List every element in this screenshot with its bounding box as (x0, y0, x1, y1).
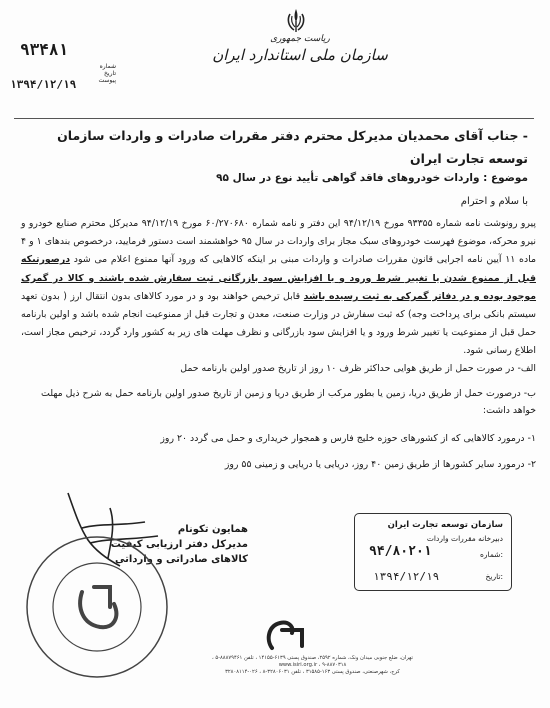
official-seal-icon (22, 532, 172, 682)
paragraph-bold-text: درصورتیکه قبل از ممنوع شدن یا تغییر شرط ورود و یا افزایش سود بازرگانی ثبت سفارش شده باشند و کالا در گمرک موجود بوده و در دفاتر گمرکی به ثبت رسیده باشد (21, 254, 537, 302)
recipient-line: - جناب آقای محمدیان مدیرکل محترم دفتر مقررات صادرات و واردات سازمان توسعه تجارت ایران (57, 128, 528, 166)
stamp-line-2: دبیرخانه مقررات واردات (426, 534, 503, 543)
reference-date: ۱۳۹۴/۱۲/۱۹ (10, 78, 77, 91)
stamp-line-1: سازمان توسعه تجارت ایران (387, 520, 503, 530)
label-attachment: پیوست (98, 77, 116, 84)
item-1: ۱- درمورد کالاهایی که از کشورهای حوزه خلیج فارس و همجوار خریداری و حمل می گردد ۲۰ روز (160, 433, 536, 444)
main-paragraph (21, 215, 536, 361)
reference-number: ۹۳۴۸۱ (20, 40, 69, 59)
header-top-line: ریاست جمهوری (270, 34, 330, 44)
paragraph-end-text: قابل ترخیص خواهند بود و در مورد کالاهای بدون انتقال ارز ( بدون تعهد سیستم بانکی برای پرداخت وجه) که ثبت سفارش در وزارت صنعت، معدن و تجارت قبل از ممنوعیت انجام شده باشد و اولین بارنامه حمل قبل از ممنوعیت یا تغییر شرط ورود و یا افزایش سود بازرگانی و نظرف مهلت های زیر به کشور وارد گردد، ترخیص مجاز است، اطلاع رسانی شود. (21, 290, 536, 357)
subject-line: موضوع : واردات خودروهای فاقد گواهی تأیید نوع در سال ۹۵ (216, 172, 528, 184)
signatory-title-1: مدیرکل دفتر ارزیابی کیفیت (110, 539, 248, 550)
header-divider (14, 118, 534, 119)
signatory-name: همایون تکونام (177, 524, 248, 535)
item-b: ب- درصورت حمل از طریق دریا، زمین یا بطور مرکب از طریق دریا و زمین از تاریخ صدور اولین بارنامه حمل به شرح ذیل مهلت خواهد داشت: (41, 388, 536, 416)
stamp-number-value: ۹۴/۸۰۲۰۱ (369, 544, 432, 559)
stamp-number-label: شماره: (480, 550, 503, 559)
greeting: با سلام و احترام (460, 196, 528, 207)
iran-emblem-icon (285, 8, 307, 34)
signatory-title-2: کالاهای صادراتی و وارداتی (115, 554, 248, 565)
label-number: شماره (99, 63, 116, 70)
footer-address (205, 655, 420, 676)
paragraph-text: پیرو رونوشت نامه شماره ۹۳۳۵۵ مورخ ۹۴/۱۲/۱۹ این دفتر و نامه شماره ۶۰/۲۷۰۶۸۰ مورخ ۹۴/۱۲/۱۹ مدیرکل محترم صنایع خودرو و نیرو محرکه، موضوع فهرست خودروهای سبک مجاز برای واردات در سال ۹۵ خواهشمند است دستور فرمایید، درخصوص بندهای ۱ و ۴ ماده ۱۱ آیین نامه اجرایی قانون مقررات صادرات و واردات مبنی بر اینکه کالاهایی که ورود آنها ممنوع اعلام می شود (21, 218, 537, 266)
footer-line-1: تهران، ضلع جنوبی میدان ونک، شماره ۲۵۹۲، صندوق پستی ۶۱۳۹-۱۴۱۵۵ ، تلفن ۸۸۸۷۹۴۶۱-۵ ، ۸۸۷۰۳۱۸-۹ ، www.isiri.org.ir (212, 655, 413, 668)
header-organization: سازمان ملی استاندارد ایران (212, 46, 388, 64)
receipt-stamp (354, 513, 512, 591)
stamp-date-value: ۱۳۹۴/۱۲/۱۹ (373, 570, 440, 583)
stamp-date-label: تاریخ: (485, 572, 503, 581)
item-a: الف- در صورت حمل از طریق هوایی حداکثر ظرف ۱۰ روز از تاریخ صدور اولین بارنامه حمل (180, 363, 536, 374)
isiri-logo-icon (262, 618, 312, 652)
footer-line-2: کرج، شهرصنعتی، صندوق پستی ۱۶۳-۳۱۵۸۵ ، تلفن ۳۲۸۰۶۰۳۱-۸ ، ۰۲۶-۳۲۸۰۸۱۱۴ (225, 669, 400, 675)
reference-labels (96, 63, 116, 84)
item-2: ۲- درمورد سایر کشورها از طریق زمین ۴۰ روز، دریایی یا دریایی و زمینی ۵۵ روز (224, 459, 536, 470)
label-date: تاریخ (104, 70, 116, 77)
